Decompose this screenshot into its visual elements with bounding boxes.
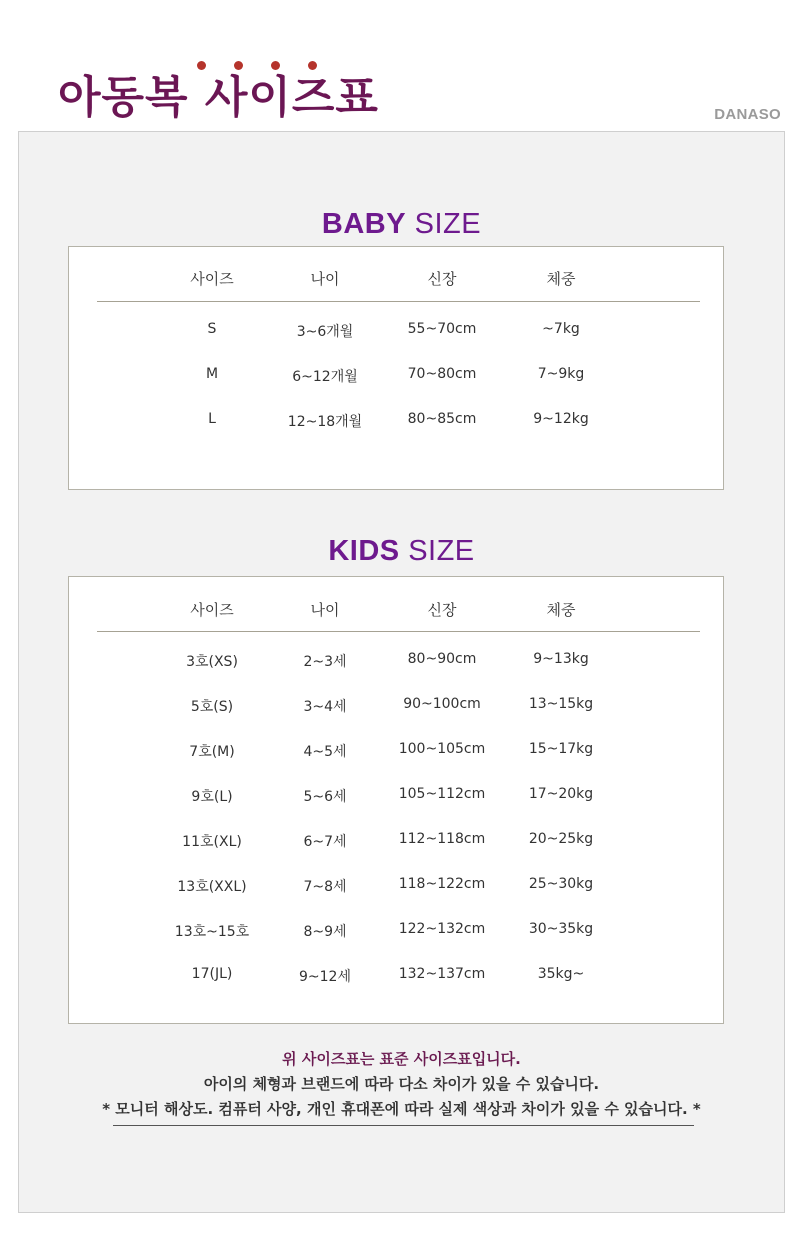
kids-size-title-bold: KIDS — [328, 535, 400, 567]
weight-cell: 9~12kg — [533, 411, 589, 427]
kids-size-title-light: SIZE — [408, 535, 475, 567]
table-row — [69, 741, 723, 765]
height-cell: 55~70cm — [407, 321, 477, 337]
table-row — [69, 651, 723, 675]
weight-cell: 7~9kg — [537, 366, 585, 382]
age-cell: 3~4세 — [303, 699, 347, 715]
header-divider — [97, 631, 700, 632]
height-cell: 100~105cm — [398, 741, 486, 757]
weight-cell: 15~17kg — [528, 741, 594, 757]
table-row — [69, 321, 723, 345]
accent-dot — [234, 61, 243, 70]
age-cell: 6~12개월 — [292, 369, 358, 385]
column-header-age: 나이 — [310, 601, 340, 619]
weight-cell: 9~13kg — [533, 651, 589, 667]
body-type-note: 아이의 체형과 브랜드에 따라 다소 차이가 있을 수 있습니다. — [203, 1075, 600, 1093]
size-cell: 17(JL) — [191, 966, 233, 982]
size-cell: 7호(M) — [189, 744, 235, 760]
title-accent-dots — [0, 61, 800, 71]
header-divider — [97, 301, 700, 302]
height-cell: 132~137cm — [398, 966, 486, 982]
age-cell: 9~12세 — [299, 969, 351, 985]
accent-dot — [271, 61, 280, 70]
age-cell: 2~3세 — [303, 654, 347, 670]
height-cell: 118~122cm — [398, 876, 486, 892]
column-header-height: 신장 — [427, 601, 457, 619]
column-header-weight: 체중 — [546, 601, 576, 619]
size-cell: 11호(XL) — [182, 834, 242, 850]
height-cell: 90~100cm — [403, 696, 481, 712]
age-cell: 6~7세 — [303, 834, 347, 850]
height-cell: 112~118cm — [398, 831, 486, 847]
height-cell: 105~112cm — [398, 786, 486, 802]
monitor-color-note: * 모니터 해상도. 컴퓨터 사양, 개인 휴대폰에 따라 실제 색상과 차이가 있을 수 있습니다. * — [102, 1100, 701, 1118]
height-cell: 122~132cm — [398, 921, 486, 937]
size-chart-panel — [18, 131, 785, 1213]
column-header-age: 나이 — [310, 270, 340, 288]
weight-cell: 13~15kg — [528, 696, 594, 712]
size-cell: 9호(L) — [191, 789, 233, 805]
baby-size-title — [19, 208, 784, 241]
table-row — [69, 696, 723, 720]
note-underline — [113, 1125, 694, 1126]
table-header — [69, 268, 723, 292]
table-row — [69, 921, 723, 945]
accent-dot — [197, 61, 206, 70]
weight-cell: 20~25kg — [528, 831, 594, 847]
height-cell: 80~85cm — [407, 411, 477, 427]
table-row — [69, 876, 723, 900]
age-cell: 3~6개월 — [296, 324, 354, 340]
column-header-height: 신장 — [427, 270, 457, 288]
table-row — [69, 411, 723, 435]
weight-cell: 35kg~ — [537, 966, 585, 982]
weight-cell: ~7kg — [542, 321, 580, 337]
weight-cell: 30~35kg — [528, 921, 594, 937]
size-notes — [19, 1047, 784, 1122]
weight-cell: 25~30kg — [528, 876, 594, 892]
age-cell: 12~18개월 — [287, 414, 363, 430]
size-cell: 5호(S) — [190, 699, 234, 715]
size-cell: M — [205, 366, 219, 382]
size-cell: 3호(XS) — [186, 654, 238, 670]
kids-size-table — [68, 576, 724, 1024]
accent-dot — [308, 61, 317, 70]
weight-cell: 17~20kg — [528, 786, 594, 802]
age-cell: 4~5세 — [303, 744, 347, 760]
height-cell: 80~90cm — [407, 651, 477, 667]
age-cell: 8~9세 — [303, 924, 347, 940]
page-title: 아동복 사이즈표 — [58, 72, 379, 123]
age-cell: 5~6세 — [303, 789, 347, 805]
baby-size-table — [68, 246, 724, 490]
baby-size-title-bold: BABY — [321, 208, 407, 240]
column-header-size: 사이즈 — [190, 601, 234, 619]
standard-size-note: 위 사이즈표는 표준 사이즈표입니다. — [282, 1050, 521, 1068]
baby-size-title-light: SIZE — [414, 208, 482, 240]
height-cell: 70~80cm — [407, 366, 477, 382]
size-cell: 13호~15호 — [174, 924, 250, 940]
table-row — [69, 786, 723, 810]
size-cell: L — [208, 411, 216, 427]
size-cell: S — [207, 321, 217, 337]
column-header-size: 사이즈 — [190, 270, 234, 288]
table-header — [69, 599, 723, 623]
brand-name: DANASO — [714, 106, 781, 123]
table-row — [69, 966, 723, 990]
column-header-weight: 체중 — [546, 270, 576, 288]
table-row — [69, 831, 723, 855]
size-cell: 13호(XXL) — [177, 879, 247, 895]
kids-size-title — [19, 535, 784, 568]
age-cell: 7~8세 — [303, 879, 347, 895]
table-row — [69, 366, 723, 390]
